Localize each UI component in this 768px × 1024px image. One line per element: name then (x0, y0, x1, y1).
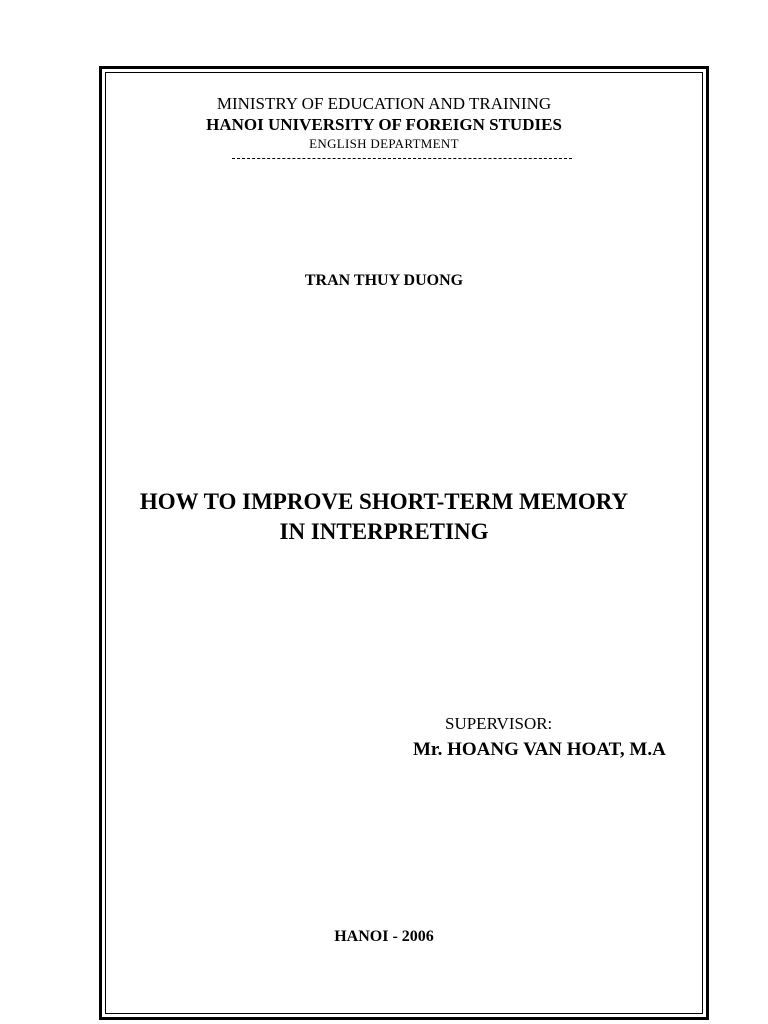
thesis-title-line-2: IN INTERPRETING (279, 519, 489, 544)
thesis-title-line-1: HOW TO IMPROVE SHORT-TERM MEMORY (139, 489, 629, 514)
supervisor-name: Mr. HOANG VAN HOAT, M.A (413, 739, 666, 760)
ministry-heading: MINISTRY OF EDUCATION AND TRAINING (216, 94, 552, 113)
place-year: HANOI - 2006 (334, 928, 434, 945)
university-heading: HANOI UNIVERSITY OF FOREIGN STUDIES (206, 115, 562, 134)
author-name: TRAN THUY DUONG (304, 272, 464, 289)
supervisor-label: SUPERVISOR: (445, 714, 553, 733)
department-heading: ENGLISH DEPARTMENT (309, 136, 459, 151)
dashed-divider (232, 158, 572, 159)
